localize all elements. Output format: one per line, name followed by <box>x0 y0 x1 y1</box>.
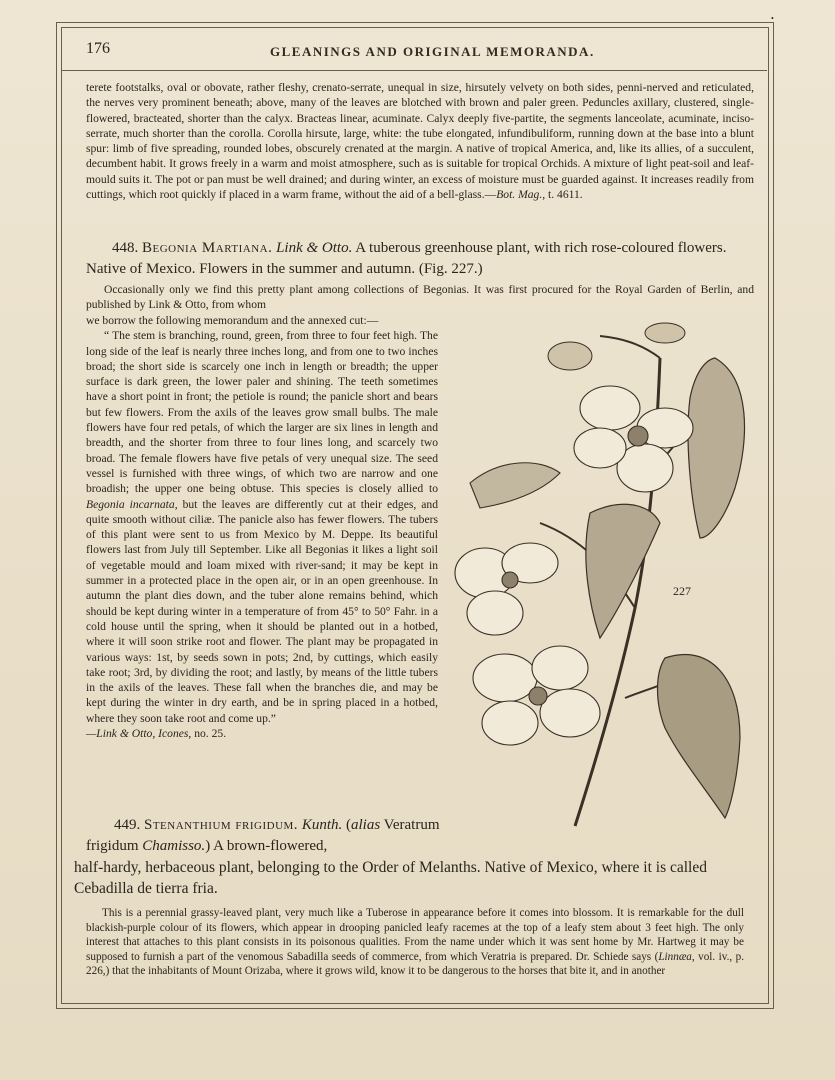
entry-448-citation-tail: , no. 25. <box>188 727 227 741</box>
entry-449-body <box>86 906 744 979</box>
flower-lower <box>473 646 600 745</box>
leaf-lower-right <box>658 655 741 818</box>
entry-449-alias-word: alias <box>351 817 381 833</box>
entry-449-body-2: , vol. iv., p. 226,) that the inhabitants of Mount Orizaba, where it grows wild, know it to be dangerous to the horses that bite it, and in another <box>86 950 744 977</box>
header-rule <box>61 70 767 71</box>
entry-449-heading <box>86 815 446 857</box>
quote-species: Begonia incarnata <box>86 497 175 511</box>
entry-448-quote <box>86 328 438 726</box>
entry-448-heading <box>86 238 754 280</box>
entry-449-authority: Kunth. <box>301 817 343 833</box>
quote-part-2: , but the leaves are differently cut at their edges, and quite smooth without ciliæ. The panicle also has fewer flowers. The tubers of this plant were sent to us from Mexico by M. Deppe. Its beautiful flowers last from July till September. Like all Begonias it likes a light soil of vegetable mould and loam mixed with river-sand; it may be kept in summer in a protected place in the open air, or in an open greenhouse. In autumn the plant dies down, and the tuber alone remains behind, which should be kept during winter in a temperature of from 45° to 50° Fahr. in a cold house until the spring, when it should be planted out in a hotbed, where it will soon strike root and flower. The plant may be propagated in various ways: 1st, by seeds sown in pots; 2nd, by cuttings, which easily take root; 3rd, by dividing the root; and lastly, by means of the little tubers in the axils of the leaves. These fall when the branches die, and may be kept during the winter in dry earth, and be in spring placed in a hotbed, where they soon take root and come up.” <box>86 497 438 725</box>
entry-449-description-a: A brown-flowered, <box>213 838 328 854</box>
intro-text: terete footstalks, oval or obovate, rather fleshy, crenato-serrate, unequal in size, hirsutely velvety on both sides, penni-nerved and reticulated, the nerves very prominent beneath; above, many of the leaves are blotched with brown and paler green. Peduncles axillary, clustered, single-flowered, bracteated, shorter than the calyx. Bracteas linear, acuminate. Calyx deeply five-partite, the segments lanceolate, acuminate, inciso-serrate, much shorter than the corolla. Corolla hirsute, large, white: the tube elongated, infundibuliform, running down at the base into a blunt spur: limb of five spreading, rounded lobes, obscurely crenated at the margin. A native of tropical America, and, like its allies, of a succulent, decumbent habit. It grows freely in a warm and moist atmosphere, such as is suitable for tropical Orchids. A mixture of light peat-soil and leaf-mould suits it. The pot or pan must be well drained; and during winter, an excess of moisture must be guarded against. It increases readily from cuttings, which root quickly if placed in a warm frame, without the aid of a bell-glass.— <box>86 81 754 202</box>
leaf-upper-left <box>470 463 560 508</box>
flower-top <box>574 386 693 492</box>
intro-paragraph <box>86 80 754 202</box>
intro-citation: Bot. Mag. <box>496 188 543 202</box>
flower-middle <box>455 543 558 635</box>
entry-449-alias-authority: Chamisso. <box>142 838 206 854</box>
entry-448-intro <box>86 282 754 313</box>
entry-448-authority: Link & Otto. <box>276 240 353 256</box>
entry-448-number: 448. <box>112 240 139 256</box>
entry-448-column <box>86 313 438 741</box>
entry-449-body-ref: Linnæa <box>658 950 692 963</box>
figure-number: 227 <box>673 584 691 598</box>
intro-citation-tail: , t. 4611. <box>542 188 583 202</box>
entry-449-alias-close: ) <box>205 838 211 854</box>
entry-449-name: Stenanthium frigidum. <box>144 817 299 833</box>
entry-449-number: 449. <box>114 817 141 833</box>
entry-449-body-1: This is a perennial grassy-leaved plant, very much like a Tuberose in appearance before it comes into blossom. It is remarkable for the dull blackish-purple colour of its flowers, which appear in drooping panicled leafy racemes at the top of a leafy stem about 3 feet high. The only interest that attaches to this plant consists in its poisonous qualities. From the name under which it was sent home by Mr. Hartweg it may be supposed to furnish a part of the venomous Sabadilla seeds of commerce, from which Veratria is prepared. Dr. Schiede says ( <box>86 907 744 963</box>
page-number: 176 <box>86 40 110 57</box>
entry-448-name: Begonia Martiana. <box>142 240 273 256</box>
running-head: GLEANINGS AND ORIGINAL MEMORANDA. <box>270 44 595 59</box>
leaf-upper-right <box>688 358 744 538</box>
entry-448-body-top: Occasionally only we find this pretty plant among collections of Begonias. It was first procured for the Royal Garden of Berlin, and published by Link & Otto, from whom <box>86 283 754 312</box>
entry-449-alias-open: ( <box>346 817 351 833</box>
entry-449-alias-name: Veratrum frigidum <box>86 817 440 854</box>
begonia-illustration <box>450 318 750 830</box>
entry-449-description-b: half-hardy, herbaceous plant, belonging to the Order of Melanths. Native of Mexico, where it is called Cebadilla de tierra fria. <box>74 859 707 897</box>
entry-448-citation: —Link & Otto, Icones <box>86 727 189 741</box>
corner-mark: • <box>771 14 774 23</box>
entry-448-description: A tuberous greenhouse plant, with rich rose-coloured flowers. Native of Mexico. Flowers in the summer and autumn. (Fig. 227.) <box>86 240 727 277</box>
leaf-middle <box>586 504 660 638</box>
entry-448-body-left: we borrow the following memorandum and the annexed cut:— <box>86 314 379 327</box>
entry-449-heading-cont <box>74 857 759 899</box>
quote-part-1: “ The stem is branching, round, green, from three to four feet high. The long side of the leaf is nearly three inches long, and from one to two inches broad; the short side is scarcely one inch in length or breadth; the upper surface is dark green, the lower paler and shining. The teeth sometimes have a short point in front; the petiole is round; the panicle short and bears but few flowers. From the axils of the leaves grow small bulbs. The male flowers have four red petals, of which the larger are six lines in length and breadth, and the shorter from three to four lines long, and scarcely two broad. The female flowers have five petals of very unequal size. The seed vessel is furnished with three wings, of which two are narrow and one broadish; the upper one being obtuse. This species is closely allied to <box>86 329 438 496</box>
entry-448-citation-line <box>86 726 438 741</box>
